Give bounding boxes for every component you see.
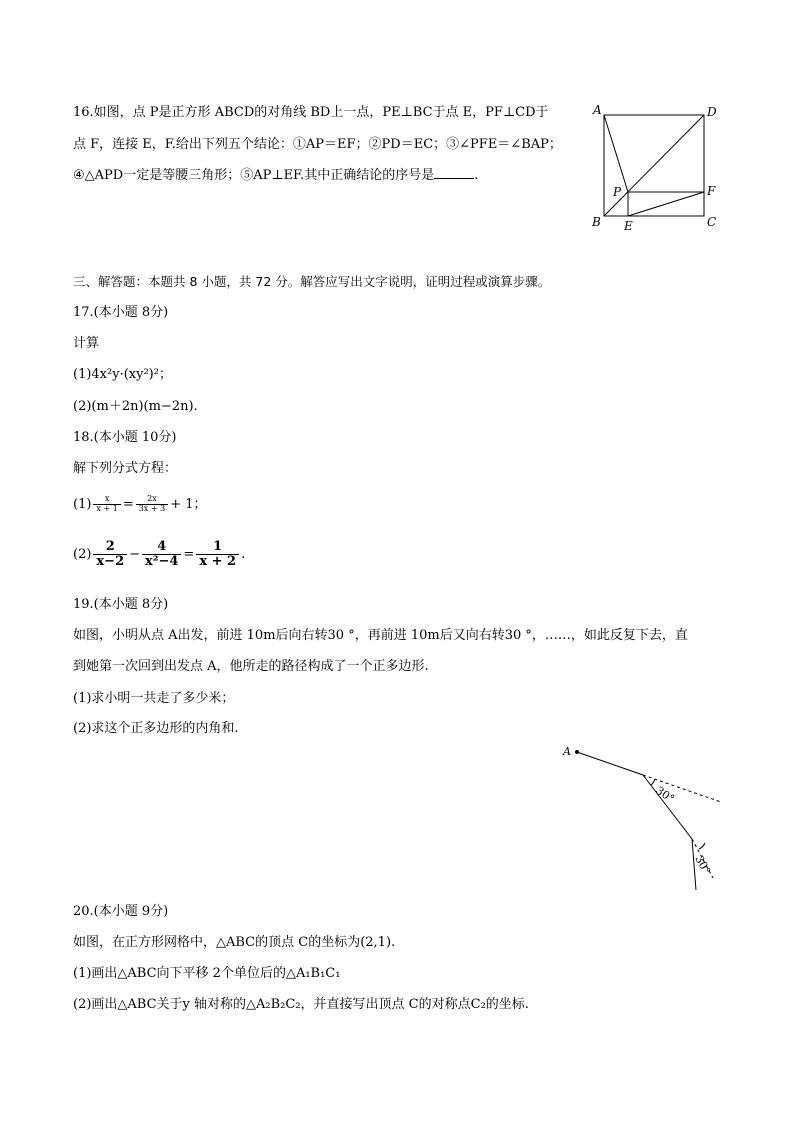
q20-header: 20.(本小题 9分) <box>73 904 169 919</box>
eq1-num2: 2x <box>136 495 168 505</box>
label-P: P <box>613 185 622 199</box>
eq2-tail: . <box>241 547 246 562</box>
label-E: E <box>624 219 633 233</box>
q17-part1: (1)4x²y·(xy²)²； <box>73 367 172 382</box>
eq2-num2: 4 <box>142 540 181 555</box>
q19-header: 19.(本小题 8分) <box>73 597 169 612</box>
label-A: A <box>563 745 571 758</box>
q18-equation1 <box>73 490 207 520</box>
q20-part2: (2)画出△ABC关于y 轴对称的△A₂B₂C₂，并直接写出顶点 C的对称点C₂的坐标. <box>73 997 529 1012</box>
path-figure <box>555 738 735 898</box>
eq2-frac1 <box>93 540 127 570</box>
q18-header: 18.(本小题 10分) <box>73 430 177 445</box>
eq1-den1: x + 1 <box>96 504 118 513</box>
q18-equation2 <box>73 535 245 575</box>
angle-label-2: 30° <box>692 853 713 877</box>
eq2-den1: x−2 <box>96 554 125 569</box>
eq2-den3: x + 2 <box>199 554 237 569</box>
q19-part1: (1)求小明一共走了多少米； <box>73 691 235 706</box>
label-F: F <box>707 184 716 198</box>
eq1-den2: 3x + 3 <box>138 504 166 513</box>
eq2-frac2 <box>142 540 181 570</box>
eq1-tail: + 1； <box>170 497 207 512</box>
q16-line3-text: ④△APD一定是等腰三角形；⑤AP⊥EF.其中正确结论的序号是 <box>73 168 435 183</box>
label-D: D <box>707 105 717 119</box>
q19-line1: 如图，小明从点 A出发，前进 10m后向右转30 °，再前进 10m后又向右转30 °，……，如此反复下去，直 <box>73 628 688 643</box>
q16-line2: 点 F，连接 E，F.给出下列五个结论：①AP＝EF；②PD＝EC；③∠PFE＝∠BAP； <box>73 137 562 152</box>
eq2-frac3 <box>196 540 239 570</box>
q17-header: 17.(本小题 8分) <box>73 305 169 320</box>
eq2-label: (2) <box>73 547 92 562</box>
q17-part2: (2)(m＋2n)(m−2n). <box>73 399 198 414</box>
answer-blank <box>434 166 474 179</box>
q19-line2: 到她第一次回到出发点 A，他所走的路径构成了一个正多边形. <box>73 659 429 674</box>
label-A: A <box>593 103 602 117</box>
label-C: C <box>707 215 717 229</box>
label-B: B <box>592 215 601 229</box>
eq2-minus: − <box>129 547 141 562</box>
eq1-label: (1) <box>73 497 92 512</box>
q16-line3 <box>73 166 478 185</box>
eq2-num1: 2 <box>93 540 127 555</box>
q16-line1: 16.如图，点 P是正方形 ABCD的对角线 BD上一点，PE⊥BC于点 E，PF⊥CD于 <box>73 105 549 120</box>
eq1-frac-right <box>136 495 168 514</box>
eq1-frac-left <box>93 495 120 514</box>
q19-part2: (2)求这个正多边形的内角和. <box>73 721 239 736</box>
q20-part1: (1)画出△ABC向下平移 2个单位后的△A₁B₁C₁ <box>73 966 341 981</box>
eq1-num1: x <box>93 495 120 505</box>
angle-label-1: 30° <box>653 783 677 806</box>
eq2-equals: = <box>183 547 195 562</box>
q17-intro: 计算 <box>73 336 100 351</box>
square-figure <box>588 100 728 235</box>
eq2-den2: x²−4 <box>145 554 179 569</box>
eq2-num3: 1 <box>196 540 239 555</box>
q16-line3-end: . <box>474 168 479 183</box>
q20-line1: 如图，在正方形网格中，△ABC的顶点 C的坐标为(2,1). <box>73 935 396 950</box>
section-3-heading: 三、解答题：本题共 8 小题，共 72 分。解答应写出文字说明，证明过程或演算步骤。 <box>73 274 551 289</box>
q18-intro: 解下列分式方程： <box>73 461 178 476</box>
eq1-equals: = <box>122 497 134 512</box>
